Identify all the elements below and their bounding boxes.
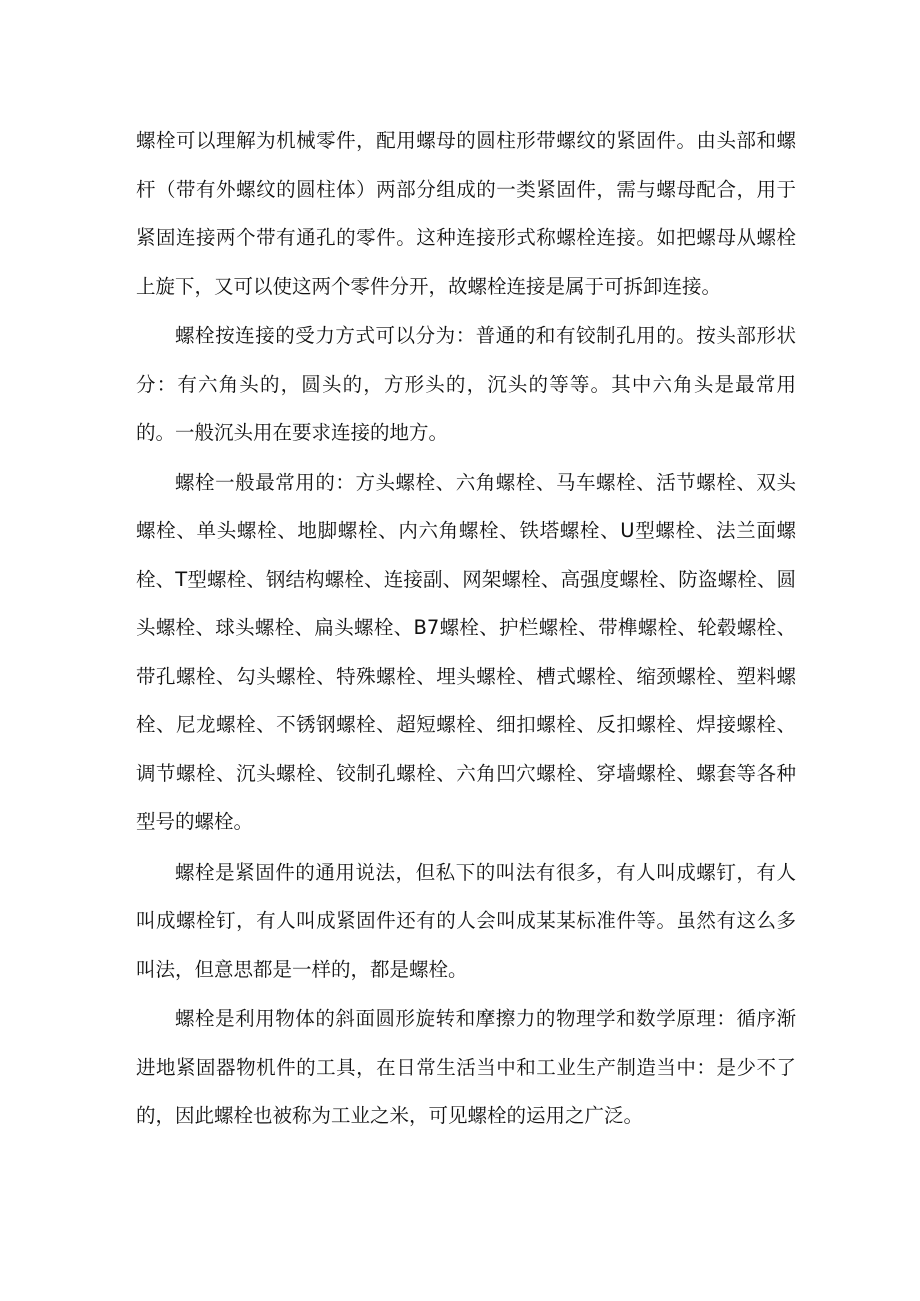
paragraph-principle: 螺栓是利用物体的斜面圆形旋转和摩擦力的物理学和数学原理：循序渐进地紧固器物机件的工具，在日常生活当中和工业生产制造当中：是少不了的，因此螺栓也被称为工业之米，可见螺栓的运用之广泛。	[136, 1007, 796, 1127]
document-body	[136, 117, 796, 1141]
paragraph-classification: 螺栓按连接的受力方式可以分为：普通的和有铰制孔用的。按头部形状分：有六角头的，圆头的，方形头的，沉头的等等。其中六角头是最常用的。一般沉头用在要求连接的地方。	[136, 324, 796, 444]
paragraph-naming: 螺栓是紧固件的通用说法，但私下的叫法有很多，有人叫成螺钉，有人叫成螺栓钉，有人叫成紧固件还有的人会叫成某某标准件等。虽然有这么多叫法，但意思都是一样的，都是螺栓。	[136, 860, 796, 981]
paragraph-common-types: 螺栓一般最常用的：方头螺栓、六角螺栓、马车螺栓、活节螺栓、双头螺栓、单头螺栓、地脚螺栓、内六角螺栓、铁塔螺栓、U型螺栓、法兰面螺栓、T型螺栓、钢结构螺栓、连接副、网架螺栓、高强度螺栓、防盗螺栓、圆头螺栓、球头螺栓、扁头螺栓、B7螺栓、护栏螺栓、带榫螺栓、轮毂螺栓、带孔螺栓、勾头螺栓、特殊螺栓、埋头螺栓、槽式螺栓、缩颈螺栓、塑料螺栓、尼龙螺栓、不锈钢螺栓、超短螺栓、细扣螺栓、反扣螺栓、焊接螺栓、调节螺栓、沉头螺栓、铰制孔螺栓、六角凹穴螺栓、穿墙螺栓、螺套等各种型号的螺栓。	[136, 470, 796, 833]
paragraph-definition: 螺栓可以理解为机械零件，配用螺母的圆柱形带螺纹的紧固件。由头部和螺杆（带有外螺纹的圆柱体）两部分组成的一类紧固件，需与螺母配合，用于紧固连接两个带有通孔的零件。这种连接形式称螺栓连接。如把螺母从螺栓上旋下，又可以使这两个零件分开，故螺栓连接是属于可拆卸连接。	[136, 129, 796, 298]
